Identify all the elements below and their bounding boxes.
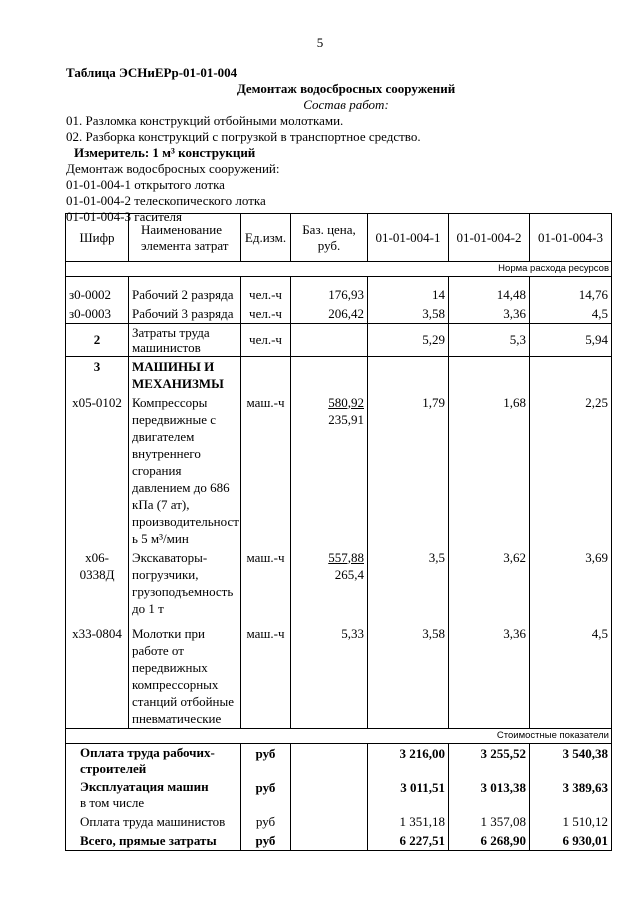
col-header-unit: Ед.изм.: [241, 214, 291, 262]
table-id: Таблица ЭСНиЕРр-01-01-004: [66, 65, 238, 80]
table-row: Всего, прямые затраты руб 6 227,51 6 268,90 6 930,01: [66, 831, 612, 851]
norm-label: Норма расхода ресурсов: [66, 262, 612, 277]
variant-item: 01-01-004-1 открытого лотка: [66, 177, 225, 192]
norms-table: [65, 213, 612, 851]
col-header-v2: 01-01-004-2: [449, 214, 530, 262]
table-header-row: [66, 214, 612, 262]
table-row: х06-0338Д Экскаваторы-погрузчики, грузоподъемность до 1 т маш.-ч 557,88 265,4 3,5 3,62 3,69: [66, 548, 612, 624]
table-row: Оплата труда машинистов руб 1 351,18 1 357,08 1 510,12: [66, 812, 612, 831]
work-item: 02. Разборка конструкций с погрузкой в транспортное средство.: [66, 129, 421, 144]
col-header-name: Наименование элемента затрат: [129, 214, 241, 262]
table-row: х05-0102 Компрессоры передвижные с двигателем внутреннего сгорания давлением до 686 кПа (7 ат), производительност ь 5 м³/мин маш.-ч 580,92 235,91 1,79 1,68 2,25: [66, 393, 612, 548]
composition-title: Состав работ:: [303, 97, 389, 112]
col-header-v3: 01-01-004-3: [530, 214, 612, 262]
table-title: Демонтаж водосбросных сооружений: [236, 81, 456, 96]
col-header-code: Шифр: [66, 214, 129, 262]
description: Демонтаж водосбросных сооружений:: [66, 161, 280, 176]
table-row: з0-0002 Рабочий 2 разряда чел.-ч 176,93 14 14,48 14,76: [66, 285, 612, 304]
cost-label-row: [66, 728, 612, 743]
machines-section-row: 3 МАШИНЫ И МЕХАНИЗМЫ: [66, 356, 612, 393]
document-header: [66, 65, 626, 225]
variant-item: 01-01-004-3 гасителя: [66, 209, 182, 224]
cost-label: Стоимостные показатели: [66, 728, 612, 743]
table-row: х33-0804 Молотки при работе от передвижных компрессорных станций отбойные пневматические маш.-ч 5,33 3,58 3,36 4,5: [66, 624, 612, 729]
table-row: з0-0003 Рабочий 3 разряда чел.-ч 206,42 3,58 3,36 4,5: [66, 304, 612, 324]
table-row: Эксплуатация машин в том числе руб 3 011,51 3 013,38 3 389,63: [66, 778, 612, 812]
variant-item: 01-01-004-2 телескопического лотка: [66, 193, 266, 208]
measure-unit: Измеритель: 1 м³ конструкций: [74, 145, 256, 160]
page-number: 5: [316, 35, 324, 50]
col-header-v1: 01-01-004-1: [368, 214, 449, 262]
table-row: Оплата труда рабочих-строителей руб 3 216,00 3 255,52 3 540,38: [66, 743, 612, 778]
work-item: 01. Разломка конструкций отбойными молотками.: [66, 113, 344, 128]
norm-label-row: [66, 262, 612, 277]
table-row: 2 Затраты труда машинистов чел.-ч 5,29 5,3 5,94: [66, 323, 612, 356]
col-header-price: Баз. цена, руб.: [291, 214, 368, 262]
